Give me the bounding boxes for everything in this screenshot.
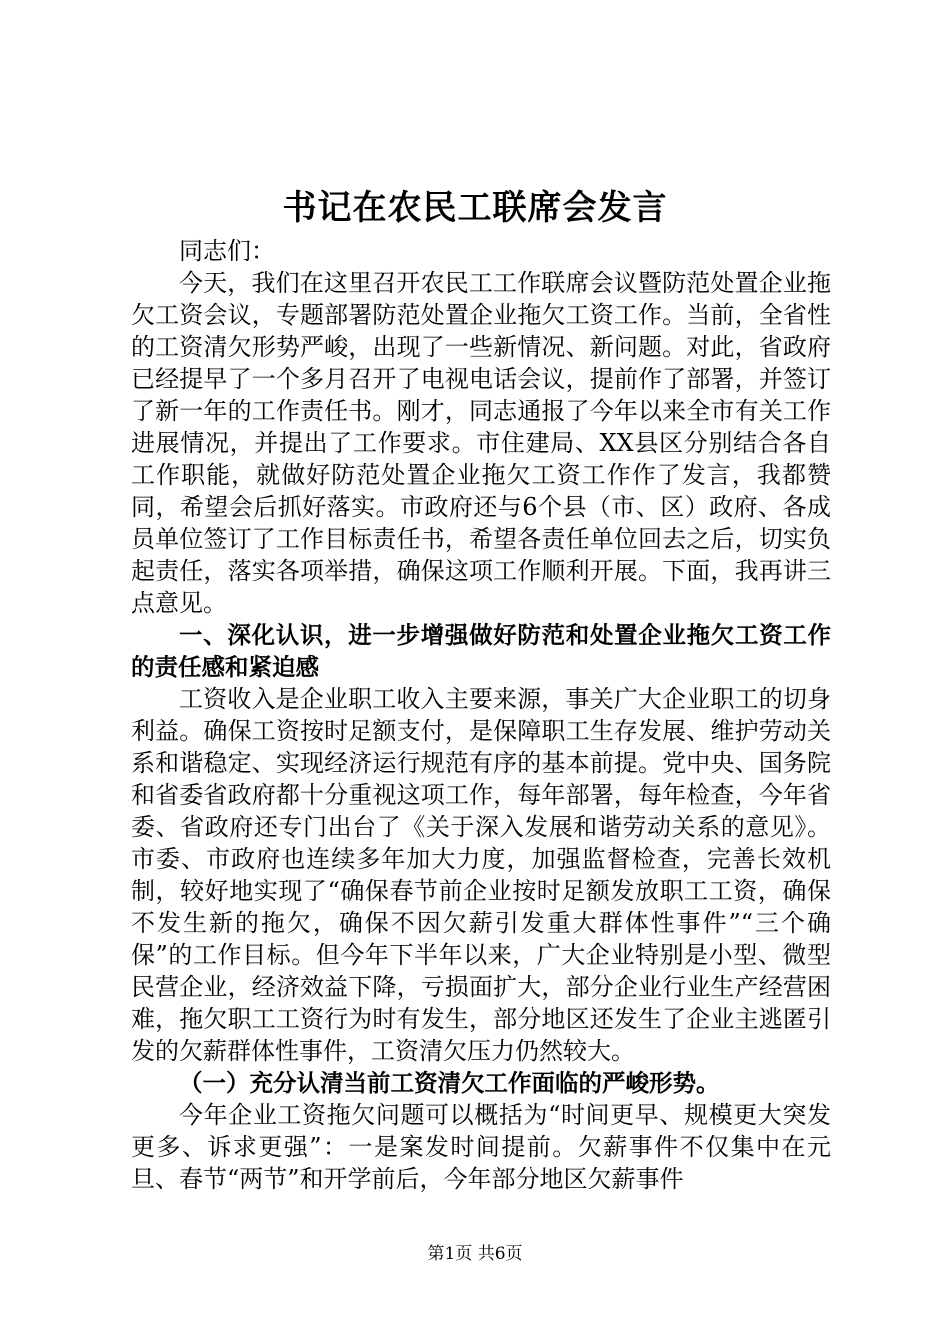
paragraph: 工资收入是企业职工收入主要来源，事关广大企业职工的切身利益。确保工资按时足额支付，是保障职工生存发展、维护劳动关系和谐稳定、实现经济运行规范有序的基本前提。党中央、国务院和省委省政府都十分重视这项工作，每年部署，每年检查，今年省委、省政府还专门出台了《关于深入发展和谐劳动关系的意见》。市委、市政府也连续多年加大力度，加强监督检查，完善长效机制，较好地实现了“确保春节前企业按时足额发放职工工资，确保不发生新的拖欠，确保不因欠薪引发重大群体性事件”“三个确保”的工作目标。但今年下半年以来，广大企业特别是小型、微型民营企业，经济效益下降，亏损面扩大，部分企业行业生产经营困难，拖欠职工工资行为时有发生，部分地区还发生了企业主逃匿引发的欠薪群体性事件，工资清欠压力仍然较大。 [131,685,831,1065]
salutation: 同志们： [179,237,275,265]
document-title: 书记在农民工联席会发言 [282,188,668,228]
section-heading: 一、深化认识，进一步增强做好防范和处置企业拖欠工资工作的责任感和紧迫感 [131,621,831,681]
paragraph: 今年企业工资拖欠问题可以概括为“时间更早、规模更大突发更多、诉求更强”：一是案发时间提前。欠薪事件不仅集中在元旦、春节“两节”和开学前后，今年部分地区欠薪事件 [131,1101,831,1193]
page-footer: 第1页 共6页 [427,1244,523,1264]
subsection-heading: （一）充分认清当前工资清欠工作面临的严峻形势。 [179,1069,720,1097]
document-body [131,235,831,1195]
paragraph: 今天，我们在这里召开农民工工作联席会议暨防范处置企业拖欠工资会议，专题部署防范处置企业拖欠工资工作。当前，全省性的工资清欠形势严峻，出现了一些新情况、新问题。对此，省政府已经提早了一个多月召开了电视电话会议，提前作了部署，并签订了新一年的工作责任书。刚才，同志通报了今年以来全市有关工作进展情况，并提出了工作要求。市住建局、XX县区分别结合各自工作职能，就做好防范处置企业拖欠工资工作作了发言，我都赞同，希望会后抓好落实。市政府还与6个县（市、区）政府、各成员单位签订了工作目标责任书，希望各责任单位回去之后，切实负起责任，落实各项举措，确保这项工作顺利开展。下面，我再讲三点意见。 [131,269,831,617]
